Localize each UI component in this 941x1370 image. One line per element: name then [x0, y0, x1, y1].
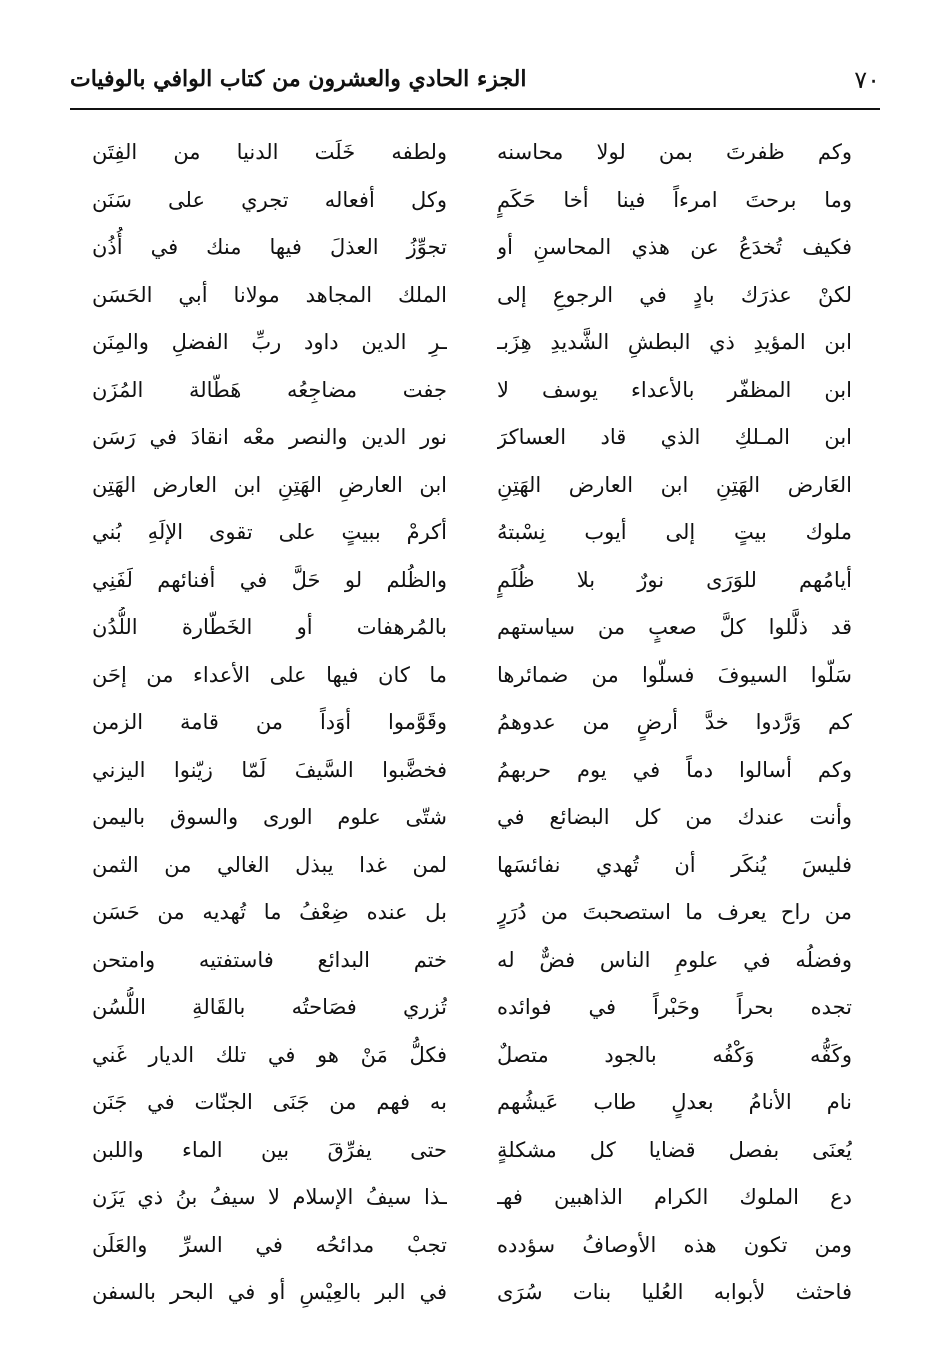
verse-first-hemistich: كم وَرَّدوا خدَّ أرضٍ من عدوهمُ — [497, 710, 852, 734]
header-rule — [70, 108, 880, 110]
verse-first-hemistich: يُعنَى بفصل قضايا كل مشكلةٍ — [497, 1137, 852, 1162]
verse-line — [92, 1035, 852, 1075]
verse-line — [92, 322, 852, 362]
verse-second-hemistich: به فهم من جَنَى الجنّات في جَنَن — [92, 1090, 447, 1114]
page-header — [70, 62, 880, 102]
verse-line — [92, 370, 852, 410]
verse-first-hemistich: من راح يعرف ما استصحبتَ من دُرَرٍ — [497, 900, 852, 924]
verse-first-hemistich: فليسَ يُنكَر أن تُهدي نفائسَها — [497, 852, 852, 877]
verse-second-hemistich: والظُلم لو حَلَّ في أفنائهم لَفَنِي — [92, 567, 447, 592]
verse-first-hemistich: وكم أسالوا دماً في يوم حربهمُ — [497, 757, 852, 782]
verse-second-hemistich: بل عنده ضِعْفُ ما تُهديه من حَسَن — [92, 900, 447, 924]
verse-line — [92, 1082, 852, 1122]
verse-line — [92, 987, 852, 1027]
verse-second-hemistich: الملك المجاهد مولانا أبي الحَسَن — [92, 282, 447, 307]
verse-line — [92, 655, 852, 695]
page-number: ٧٠ — [854, 66, 880, 94]
verse-second-hemistich: في البر بالعِيْسِ أو في البحر بالسفن — [92, 1280, 447, 1304]
verse-first-hemistich: ابن المظفّر بالأعداء يوسف لا — [497, 377, 852, 402]
verse-first-hemistich: ابن المؤيدِ ذي البطشِ الشَّديدِ هِزَبـ — [497, 330, 852, 354]
verse-line — [92, 892, 852, 932]
verse-second-hemistich: لمن غدا يبذل الغالي من الثمن — [92, 852, 447, 877]
verse-second-hemistich: تجبْ مدائحُه في السرِّ والعَلَن — [92, 1232, 447, 1257]
verse-second-hemistich: أكرمْ ببيتٍ على تقوى الإلَهِ بُني — [92, 520, 447, 544]
verse-first-hemistich: أيامُهم للوَرَى نورٌ بلا ظُلَمٍ — [497, 567, 852, 592]
verse-line — [92, 1272, 852, 1312]
verse-first-hemistich: وما برحتَ امرءاً فينا أخا حَكَمٍ — [497, 187, 852, 212]
verse-first-hemistich: دع الملوك الكرام الذاهبين فهـ — [497, 1185, 852, 1209]
verse-line — [92, 275, 852, 315]
verse-second-hemistich: ـذا سيفُ الإسلام لا سيفُ بنُ ذي يَزَن — [92, 1185, 447, 1209]
verse-first-hemistich: ملوك بيتٍ إلى أيوب نِسْبتهُ — [497, 520, 852, 544]
verse-line — [92, 465, 852, 505]
verse-second-hemistich: ابن العارضِ الهَتِنِ ابن العارض الهَتِن — [92, 472, 447, 497]
verse-first-hemistich: ابن المـلكِ الذي قاد العساكرَ — [497, 425, 852, 449]
verse-line — [92, 512, 852, 552]
verse-line — [92, 797, 852, 837]
verse-second-hemistich: تجوِّزُ العذلَ فيها منك في أُذُن — [92, 235, 447, 259]
verse-first-hemistich: وكم ظفرتَ بمن لولا محاسنه — [497, 140, 852, 164]
verse-line — [92, 940, 852, 980]
verse-second-hemistich: نور الدين والنصر معْه انقادَ في رَسَن — [92, 425, 447, 449]
verse-first-hemistich: نام الأنامُ بعدلٍ طاب عَيشُهم — [497, 1090, 852, 1114]
verse-line — [92, 607, 852, 647]
verse-line — [92, 1225, 852, 1265]
verse-first-hemistich: سَلّوا السيوفَ فسلّوا من ضمائرها — [497, 662, 852, 687]
verse-first-hemistich: العَارض الهَتِنِ ابن العارض الهَتِنِ — [497, 472, 852, 497]
verse-first-hemistich: وأنت عندك من كل البضائع في — [497, 805, 852, 829]
verse-line — [92, 227, 852, 267]
verse-second-hemistich: ختم البدائع فاستفتيه وامتحن — [92, 947, 447, 972]
verse-line — [92, 702, 852, 742]
verse-second-hemistich: حتى يفرِّقَ بين الماء واللبن — [92, 1137, 447, 1162]
verse-first-hemistich: فكيف تُخدَعُ عن هذي المحاسنِ أو — [497, 235, 852, 259]
verse-second-hemistich: فكلُّ مَنْ هو في تلك الديار غَني — [92, 1042, 447, 1067]
verse-line — [92, 180, 852, 220]
verse-line — [92, 845, 852, 885]
verse-second-hemistich: بالمُرهفات أو الخَطّارة اللُّدُن — [92, 615, 447, 639]
verse-second-hemistich: شتّى علوم الورى والسوق باليمن — [92, 805, 447, 829]
verse-second-hemistich: جفت مضاجِعُه هَطّالة المُزَن — [92, 377, 447, 402]
verse-second-hemistich: ـرِ الدين داود ربِّ الفضلِ والمِنَن — [92, 330, 447, 354]
verse-line — [92, 560, 852, 600]
verse-first-hemistich: وكَفُّه وَكْفُه بالجود متصلٌ — [497, 1042, 852, 1067]
verse-first-hemistich: ومن تكون هذه الأوصافُ سؤدده — [497, 1232, 852, 1257]
verse-line — [92, 750, 852, 790]
poem-body — [92, 132, 852, 1332]
verse-line — [92, 417, 852, 457]
verse-second-hemistich: وكل أفعاله تجري على سَنَن — [92, 187, 447, 212]
verse-first-hemistich: وفضلُه في علومِ الناس فضٌّ له — [497, 947, 852, 972]
verse-second-hemistich: ولطفه خَلَت الدنيا من الفِتَن — [92, 140, 447, 164]
running-title: الجزء الحادي والعشرون من كتاب الوافي بالوفيات — [70, 66, 527, 92]
verse-first-hemistich: قد ذلَّلوا كلَّ صعبٍ من سياستهم — [497, 615, 852, 639]
verse-second-hemistich: وقَوَّموا أوَداً من قامة الزمن — [92, 710, 447, 734]
verse-second-hemistich: تُزري فصَاحتُه بالقَالةِ اللُّسُن — [92, 995, 447, 1019]
verse-line — [92, 1130, 852, 1170]
verse-second-hemistich: فخضَّبوا السَّيفَ لَمّا زيّنوا اليزني — [92, 757, 447, 782]
verse-line — [92, 132, 852, 172]
verse-second-hemistich: ما كان فيها على الأعداء من إحَن — [92, 662, 447, 687]
verse-first-hemistich: فاحثث لأبوابه العُليا بنات سُرَى — [497, 1280, 852, 1304]
verse-line — [92, 1177, 852, 1217]
verse-first-hemistich: لكنْ عذرَك بادٍ في الرجوعِ إلى — [497, 282, 852, 307]
verse-first-hemistich: تجده بحراً وحَبْراً في فوائده — [497, 995, 852, 1019]
